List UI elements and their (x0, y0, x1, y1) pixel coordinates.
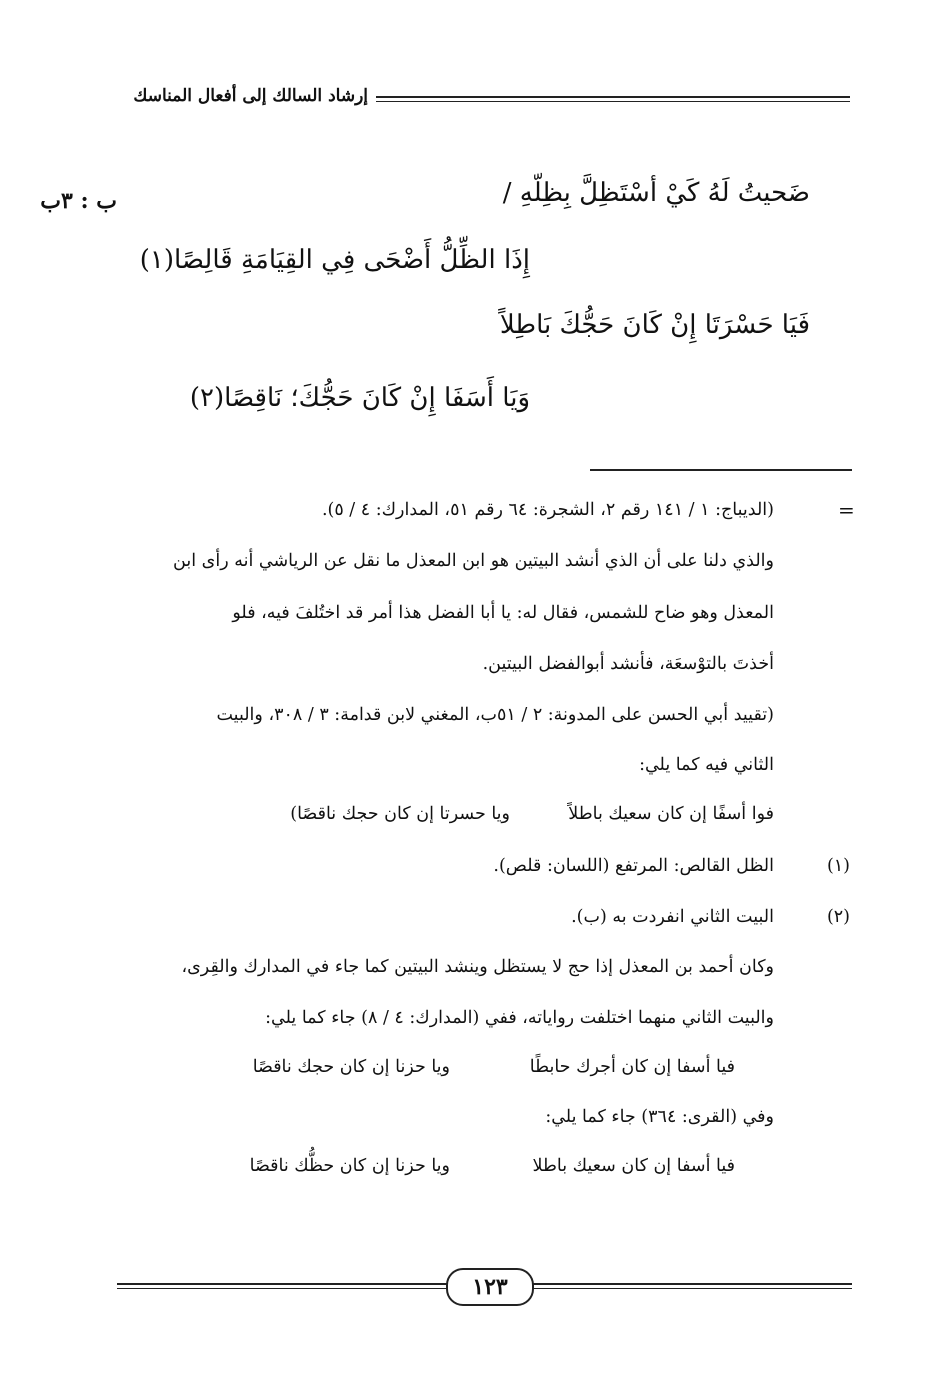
footnote-separator (590, 469, 852, 471)
poem-line: إِذَا الظِّلُّ أَضْحَى فِي القِيَامَةِ قَالِصًا(١) (139, 245, 530, 275)
footnote-text: البيت الثاني انفردت به (ب). (571, 907, 774, 927)
header-rule (376, 96, 850, 102)
footnote-verse-hemistich: فوا أسفًا إن كان سعيك باطلاً (568, 804, 774, 824)
footnote-number: (٢) (826, 907, 850, 927)
continuation-mark: = (838, 498, 855, 522)
footnote-line: والبيت الثاني منهما اختلفت رواياته، ففي (المدارك: ٤ / ٨) جاء كما يلي: (265, 1008, 774, 1028)
footnote-line: (تقييد أبي الحسن على المدونة: ٢ / ٥١ب، المغني لابن قدامة: ٣ / ٣٠٨، والبيت (216, 705, 774, 725)
footer-rule-right (526, 1283, 852, 1289)
footnote-line: والذي دلنا على أن الذي أنشد البيتين هو ابن المعذل ما نقل عن الرياشي أنه رأى ابن (173, 551, 774, 571)
footnote-line: وفي (القرى: ٣٦٤) جاء كما يلي: (545, 1107, 774, 1127)
poem-line: فَيَا حَسْرَتَا إِنْ كَانَ حَجُّكَ بَاطِلاً (499, 310, 810, 340)
footnote-verse-hemistich: فيا أسفا إن كان أجرك حابطًا (529, 1057, 735, 1077)
running-header-title: إرشاد السالك إلى أفعال المناسك (133, 86, 368, 106)
footnote-verse-hemistich: فيا أسفا إن كان سعيك باطلا (532, 1156, 735, 1176)
manuscript-margin-note: ب : ٣ب (40, 188, 117, 214)
footnote-line: أخذتَ بالتوْسعَة، فأنشد أبوالفضل البيتين. (482, 654, 774, 674)
page-number: ١٢٣ (446, 1268, 534, 1306)
poem-line: ضَحيتُ لَهُ كَيْ أسْتَظِلَّ بِظِلّهِ / (502, 178, 810, 208)
footnote-verse-hemistich: ويا حسرتا إن كان حجك ناقصًا) (290, 804, 510, 824)
poem-line: وَيَا أَسَفَا إِنْ كَانَ حَجُّكَ؛ نَاقِصًا(٢) (189, 383, 530, 413)
footnote-line: الثاني فيه كما يلي: (639, 755, 774, 775)
footnote-verse-hemistich: ويا حزنا إن كان حجك ناقصًا (252, 1057, 450, 1077)
footnote-line: وكان أحمد بن المعذل إذا حج لا يستظل وينشد البيتين كما جاء في المدارك والقِرى، (181, 957, 774, 977)
footer-rule-left (117, 1283, 450, 1289)
footnote-text: الظل القالص: المرتفع (اللسان: قلص). (493, 856, 774, 876)
footnote-verse-hemistich: ويا حزنا إن كان حظُّك ناقصًا (249, 1156, 450, 1176)
footnote-line: المعذل وهو ضاح للشمس، فقال له: يا أبا الفضل هذا أمر قد اختُلفَ فيه، فلو (232, 603, 774, 623)
footnote-line: (الديباج: ١ / ١٤١ رقم ٢، الشجرة: ٦٤ رقم ٥١، المدارك: ٤ / ٥). (321, 500, 774, 520)
footnote-number: (١) (826, 856, 850, 876)
